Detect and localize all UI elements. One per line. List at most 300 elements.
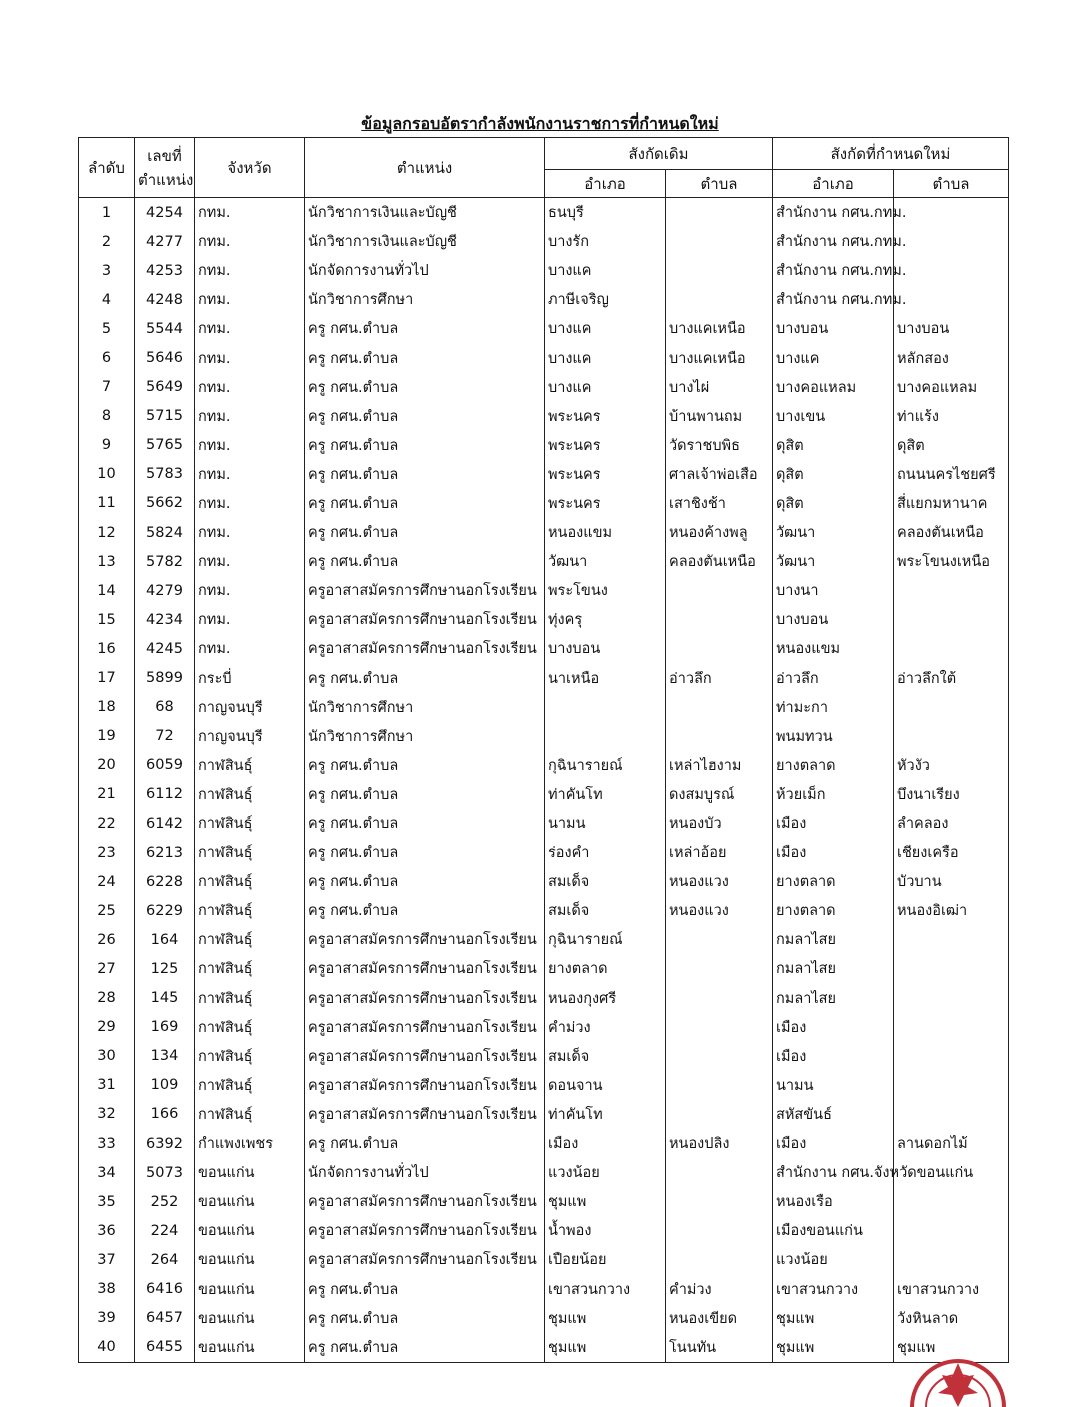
table-row: [79, 1129, 1009, 1158]
original-subdistrict-cell: ศาลเจ้าพ่อเสือ: [666, 460, 773, 489]
position-title-cell: ครูอาสาสมัครการศึกษานอกโรงเรียน: [305, 1187, 545, 1216]
new-district-cell: เมืองขอนแก่น: [773, 1216, 894, 1245]
new-subdistrict-cell: บางคอแหลม: [894, 373, 1009, 402]
province-cell: ขอนแก่น: [195, 1245, 305, 1274]
original-subdistrict-cell: [666, 925, 773, 954]
position-title-cell: ครู กศน.ตำบล: [305, 1304, 545, 1333]
row-number: 14: [79, 576, 135, 605]
table-row: [79, 460, 1009, 489]
position-number: 5715: [135, 402, 195, 431]
new-subdistrict-cell: เชียงเครือ: [894, 838, 1009, 867]
original-subdistrict-cell: โนนทัน: [666, 1333, 773, 1363]
province-cell: กทม.: [195, 605, 305, 634]
position-number: 6457: [135, 1304, 195, 1333]
province-cell: กาฬสินธุ์: [195, 1013, 305, 1042]
new-district-cell: ชุมแพ: [773, 1304, 894, 1333]
table-row: [79, 1187, 1009, 1216]
position-title-cell: ครู กศน.ตำบล: [305, 838, 545, 867]
original-subdistrict-cell: [666, 256, 773, 285]
position-title-cell: ครู กศน.ตำบล: [305, 867, 545, 896]
table-row: [79, 1333, 1009, 1363]
row-number: 12: [79, 518, 135, 547]
original-district-cell: ภาษีเจริญ: [545, 285, 666, 314]
original-subdistrict-cell: หนองแวง: [666, 867, 773, 896]
original-district-cell: บางรัก: [545, 227, 666, 256]
new-subdistrict-cell: ลานดอกไม้: [894, 1129, 1009, 1158]
original-subdistrict-cell: หนองเขียด: [666, 1304, 773, 1333]
position-title-cell: ครูอาสาสมัครการศึกษานอกโรงเรียน: [305, 925, 545, 954]
table-row: [79, 576, 1009, 605]
province-cell: กทม.: [195, 227, 305, 256]
table-row: [79, 431, 1009, 460]
new-district-cell: บางนา: [773, 576, 894, 605]
original-district-cell: หนองกุงศรี: [545, 984, 666, 1013]
row-number: 40: [79, 1333, 135, 1363]
row-number: 2: [79, 227, 135, 256]
province-cell: กทม.: [195, 256, 305, 285]
position-title-cell: นักจัดการงานทั่วไป: [305, 256, 545, 285]
position-number: 164: [135, 925, 195, 954]
position-number: 5544: [135, 314, 195, 343]
province-cell: ขอนแก่น: [195, 1304, 305, 1333]
position-number: 224: [135, 1216, 195, 1245]
original-district-cell: พระนคร: [545, 431, 666, 460]
province-cell: กทม.: [195, 634, 305, 663]
new-district-cell: สำนักงาน กศน.กทม.: [773, 256, 894, 285]
new-subdistrict-cell: หนองอิเฒ่า: [894, 896, 1009, 925]
original-subdistrict-cell: เหล่าอ้อย: [666, 838, 773, 867]
table-row: [79, 751, 1009, 780]
original-subdistrict-cell: อ่าวลึก: [666, 664, 773, 693]
new-subdistrict-cell: สี่แยกมหานาค: [894, 489, 1009, 518]
page-title: ข้อมูลกรอบอัตรากำลังพนักงานราชการที่กำหนดใหม่: [361, 114, 719, 133]
table-row: [79, 227, 1009, 256]
new-district-cell: สำนักงาน กศน.กทม.: [773, 227, 894, 256]
position-title-cell: ครูอาสาสมัครการศึกษานอกโรงเรียน: [305, 576, 545, 605]
table-row: [79, 373, 1009, 402]
new-subdistrict-cell: อ่าวลึกใต้: [894, 664, 1009, 693]
original-district-cell: พระนคร: [545, 402, 666, 431]
province-cell: ขอนแก่น: [195, 1216, 305, 1245]
position-title-cell: ครู กศน.ตำบล: [305, 751, 545, 780]
position-number: 6392: [135, 1129, 195, 1158]
original-subdistrict-cell: บ้านพานถม: [666, 402, 773, 431]
new-subdistrict-cell: [894, 1042, 1009, 1071]
original-district-cell: ท่าคันโท: [545, 1100, 666, 1129]
position-number: 145: [135, 984, 195, 1013]
province-cell: กทม.: [195, 343, 305, 372]
original-district-cell: สมเด็จ: [545, 867, 666, 896]
original-district-cell: พระนคร: [545, 489, 666, 518]
header-new-subdistrict: ตำบล: [894, 170, 1009, 198]
province-cell: กำแพงเพชร: [195, 1129, 305, 1158]
new-district-cell: ดุสิต: [773, 489, 894, 518]
original-subdistrict-cell: [666, 576, 773, 605]
new-district-cell: กมลาไสย: [773, 954, 894, 983]
new-subdistrict-cell: [894, 1187, 1009, 1216]
new-district-cell: ดุสิต: [773, 460, 894, 489]
original-subdistrict-cell: [666, 1100, 773, 1129]
original-district-cell: ชุมแพ: [545, 1333, 666, 1363]
position-number: 5899: [135, 664, 195, 693]
new-district-cell: สำนักงาน กศน.จังหวัดขอนแก่น: [773, 1158, 894, 1187]
new-subdistrict-cell: [894, 1245, 1009, 1274]
original-district-cell: หนองแขม: [545, 518, 666, 547]
new-district-cell: อ่าวลึก: [773, 664, 894, 693]
new-subdistrict-cell: [894, 198, 1009, 228]
position-number: 264: [135, 1245, 195, 1274]
province-cell: กทม.: [195, 576, 305, 605]
original-subdistrict-cell: [666, 1216, 773, 1245]
table-row: [79, 402, 1009, 431]
table-row: [79, 285, 1009, 314]
position-number: 4248: [135, 285, 195, 314]
original-subdistrict-cell: [666, 1245, 773, 1274]
original-subdistrict-cell: [666, 227, 773, 256]
new-subdistrict-cell: ถนนนครไชยศรี: [894, 460, 1009, 489]
new-district-cell: ยางตลาด: [773, 867, 894, 896]
row-number: 20: [79, 751, 135, 780]
row-number: 30: [79, 1042, 135, 1071]
original-subdistrict-cell: [666, 984, 773, 1013]
original-subdistrict-cell: [666, 198, 773, 228]
position-title-cell: ครูอาสาสมัครการศึกษานอกโรงเรียน: [305, 1042, 545, 1071]
original-district-cell: เปือยน้อย: [545, 1245, 666, 1274]
row-number: 19: [79, 722, 135, 751]
original-district-cell: สมเด็จ: [545, 896, 666, 925]
table-row: [79, 925, 1009, 954]
province-cell: กทม.: [195, 547, 305, 576]
position-number: 5783: [135, 460, 195, 489]
position-title-cell: ครู กศน.ตำบล: [305, 1333, 545, 1363]
row-number: 10: [79, 460, 135, 489]
new-district-cell: แวงน้อย: [773, 1245, 894, 1274]
row-number: 22: [79, 809, 135, 838]
position-title-cell: นักวิชาการศึกษา: [305, 693, 545, 722]
row-number: 31: [79, 1071, 135, 1100]
position-number: 5646: [135, 343, 195, 372]
province-cell: ขอนแก่น: [195, 1333, 305, 1363]
table-row: [79, 722, 1009, 751]
original-district-cell: วัฒนา: [545, 547, 666, 576]
new-district-cell: ยางตลาด: [773, 896, 894, 925]
original-district-cell: พระโขนง: [545, 576, 666, 605]
original-district-cell: ท่าคันโท: [545, 780, 666, 809]
province-cell: กทม.: [195, 373, 305, 402]
row-number: 35: [79, 1187, 135, 1216]
row-number: 37: [79, 1245, 135, 1274]
row-number: 8: [79, 402, 135, 431]
table-row: [79, 489, 1009, 518]
row-number: 27: [79, 954, 135, 983]
table-row: [79, 343, 1009, 372]
position-title-cell: ครูอาสาสมัครการศึกษานอกโรงเรียน: [305, 1071, 545, 1100]
header-no: ลำดับ: [79, 138, 135, 198]
position-number: 109: [135, 1071, 195, 1100]
new-subdistrict-cell: [894, 1013, 1009, 1042]
table-row: [79, 1013, 1009, 1042]
new-subdistrict-cell: [894, 722, 1009, 751]
new-district-cell: หนองเรือ: [773, 1187, 894, 1216]
position-number: 5073: [135, 1158, 195, 1187]
original-district-cell: ร่องคำ: [545, 838, 666, 867]
table-row: [79, 1042, 1009, 1071]
position-number: 134: [135, 1042, 195, 1071]
original-subdistrict-cell: เสาชิงช้า: [666, 489, 773, 518]
province-cell: ขอนแก่น: [195, 1187, 305, 1216]
table-row: [79, 547, 1009, 576]
new-subdistrict-cell: [894, 954, 1009, 983]
position-title-cell: นักจัดการงานทั่วไป: [305, 1158, 545, 1187]
position-number: 252: [135, 1187, 195, 1216]
original-district-cell: ธนบุรี: [545, 198, 666, 228]
position-number: 6059: [135, 751, 195, 780]
row-number: 28: [79, 984, 135, 1013]
original-subdistrict-cell: บางแคเหนือ: [666, 314, 773, 343]
new-district-cell: สำนักงาน กศน.กทม.: [773, 285, 894, 314]
row-number: 13: [79, 547, 135, 576]
new-district-cell: ดุสิต: [773, 431, 894, 460]
position-number: 4245: [135, 634, 195, 663]
original-district-cell: นามน: [545, 809, 666, 838]
position-title-cell: ครู กศน.ตำบล: [305, 1129, 545, 1158]
table-row: [79, 518, 1009, 547]
position-title-cell: ครู กศน.ตำบล: [305, 1274, 545, 1303]
new-subdistrict-cell: [894, 984, 1009, 1013]
table-row: [79, 1158, 1009, 1187]
original-subdistrict-cell: [666, 285, 773, 314]
table-row: [79, 314, 1009, 343]
position-title-cell: ครู กศน.ตำบล: [305, 664, 545, 693]
position-number: 4279: [135, 576, 195, 605]
positions-table: [78, 137, 1009, 1363]
position-number: 5662: [135, 489, 195, 518]
position-title-cell: นักวิชาการเงินและบัญชี: [305, 227, 545, 256]
province-cell: กระบี่: [195, 664, 305, 693]
position-title-cell: นักวิชาการศึกษา: [305, 285, 545, 314]
new-subdistrict-cell: [894, 285, 1009, 314]
original-subdistrict-cell: [666, 634, 773, 663]
original-district-cell: ดอนจาน: [545, 1071, 666, 1100]
table-row: [79, 867, 1009, 896]
province-cell: กทม.: [195, 489, 305, 518]
new-district-cell: ท่ามะกา: [773, 693, 894, 722]
province-cell: กาฬสินธุ์: [195, 867, 305, 896]
new-district-cell: สำนักงาน กศน.กทม.: [773, 198, 894, 228]
table-row: [79, 1274, 1009, 1303]
position-title-cell: ครู กศน.ตำบล: [305, 402, 545, 431]
position-number: 6142: [135, 809, 195, 838]
position-title-cell: นักวิชาการเงินและบัญชี: [305, 198, 545, 228]
original-district-cell: ยางตลาด: [545, 954, 666, 983]
province-cell: กาฬสินธุ์: [195, 1071, 305, 1100]
official-seal-stamp: [904, 1337, 1008, 1407]
position-title-cell: ครูอาสาสมัครการศึกษานอกโรงเรียน: [305, 1245, 545, 1274]
new-subdistrict-cell: บึงนาเรียง: [894, 780, 1009, 809]
new-subdistrict-cell: วังหินลาด: [894, 1304, 1009, 1333]
position-number: 4254: [135, 198, 195, 228]
position-number: 4234: [135, 605, 195, 634]
position-title-cell: ครูอาสาสมัครการศึกษานอกโรงเรียน: [305, 1216, 545, 1245]
new-subdistrict-cell: เขาสวนกวาง: [894, 1274, 1009, 1303]
header-original-subdistrict: ตำบล: [666, 170, 773, 198]
table-row: [79, 1304, 1009, 1333]
new-subdistrict-cell: หลักสอง: [894, 343, 1009, 372]
header-position: ตำแหน่ง: [305, 138, 545, 198]
province-cell: กทม.: [195, 198, 305, 228]
new-subdistrict-cell: ท่าแร้ง: [894, 402, 1009, 431]
new-district-cell: วัฒนา: [773, 518, 894, 547]
new-district-cell: ชุมแพ: [773, 1333, 894, 1363]
position-title-cell: ครู กศน.ตำบล: [305, 373, 545, 402]
row-number: 23: [79, 838, 135, 867]
position-title-cell: ครู กศน.ตำบล: [305, 780, 545, 809]
original-district-cell: บางบอน: [545, 634, 666, 663]
position-number: 6455: [135, 1333, 195, 1363]
new-subdistrict-cell: [894, 576, 1009, 605]
original-subdistrict-cell: [666, 693, 773, 722]
original-district-cell: บางแค: [545, 256, 666, 285]
original-subdistrict-cell: บางแคเหนือ: [666, 343, 773, 372]
header-original-affiliation: สังกัดเดิม: [545, 138, 773, 170]
position-title-cell: ครูอาสาสมัครการศึกษานอกโรงเรียน: [305, 605, 545, 634]
original-subdistrict-cell: หนองปลิง: [666, 1129, 773, 1158]
province-cell: กาฬสินธุ์: [195, 780, 305, 809]
position-title-cell: ครู กศน.ตำบล: [305, 431, 545, 460]
header-original-district: อำเภอ: [545, 170, 666, 198]
original-subdistrict-cell: คลองตันเหนือ: [666, 547, 773, 576]
original-district-cell: ทุ่งครุ: [545, 605, 666, 634]
table-row: [79, 198, 1009, 228]
original-subdistrict-cell: ดงสมบูรณ์: [666, 780, 773, 809]
province-cell: กาฬสินธุ์: [195, 838, 305, 867]
row-number: 15: [79, 605, 135, 634]
position-title-cell: ครูอาสาสมัครการศึกษานอกโรงเรียน: [305, 634, 545, 663]
row-number: 32: [79, 1100, 135, 1129]
position-number: 4277: [135, 227, 195, 256]
row-number: 6: [79, 343, 135, 372]
table-row: [79, 664, 1009, 693]
table-row: [79, 1245, 1009, 1274]
original-subdistrict-cell: [666, 1187, 773, 1216]
original-subdistrict-cell: คำม่วง: [666, 1274, 773, 1303]
row-number: 7: [79, 373, 135, 402]
position-title-cell: ครู กศน.ตำบล: [305, 343, 545, 372]
position-title-cell: ครูอาสาสมัครการศึกษานอกโรงเรียน: [305, 1013, 545, 1042]
province-cell: ขอนแก่น: [195, 1158, 305, 1187]
new-subdistrict-cell: [894, 227, 1009, 256]
new-district-cell: สหัสขันธ์: [773, 1100, 894, 1129]
new-subdistrict-cell: ดุสิต: [894, 431, 1009, 460]
row-number: 39: [79, 1304, 135, 1333]
new-district-cell: เมือง: [773, 1042, 894, 1071]
province-cell: กทม.: [195, 402, 305, 431]
table-row: [79, 693, 1009, 722]
table-row: [79, 1216, 1009, 1245]
new-subdistrict-cell: [894, 925, 1009, 954]
original-subdistrict-cell: หนองแวง: [666, 896, 773, 925]
table-row: [79, 256, 1009, 285]
position-number: 6112: [135, 780, 195, 809]
new-subdistrict-cell: [894, 1216, 1009, 1245]
table-row: [79, 1100, 1009, 1129]
new-subdistrict-cell: [894, 693, 1009, 722]
header-position-no: เลขที่ ตำแหน่ง: [135, 138, 195, 198]
province-cell: กาฬสินธุ์: [195, 809, 305, 838]
province-cell: กาญจนบุรี: [195, 693, 305, 722]
new-district-cell: นามน: [773, 1071, 894, 1100]
original-district-cell: แวงน้อย: [545, 1158, 666, 1187]
position-title-cell: ครู กศน.ตำบล: [305, 489, 545, 518]
new-district-cell: หนองแขม: [773, 634, 894, 663]
table-row: [79, 809, 1009, 838]
position-title-cell: ครู กศน.ตำบล: [305, 809, 545, 838]
row-number: 24: [79, 867, 135, 896]
position-number: 5782: [135, 547, 195, 576]
original-subdistrict-cell: [666, 954, 773, 983]
new-district-cell: กมลาไสย: [773, 925, 894, 954]
position-title-cell: ครูอาสาสมัครการศึกษานอกโรงเรียน: [305, 1100, 545, 1129]
new-district-cell: กมลาไสย: [773, 984, 894, 1013]
province-cell: กาฬสินธุ์: [195, 896, 305, 925]
row-number: 3: [79, 256, 135, 285]
new-district-cell: ห้วยเม็ก: [773, 780, 894, 809]
table-row: [79, 780, 1009, 809]
original-district-cell: สมเด็จ: [545, 1042, 666, 1071]
new-district-cell: พนมทวน: [773, 722, 894, 751]
original-district-cell: [545, 693, 666, 722]
original-subdistrict-cell: [666, 1042, 773, 1071]
new-subdistrict-cell: หัวงัว: [894, 751, 1009, 780]
province-cell: กทม.: [195, 314, 305, 343]
position-title-cell: ครู กศน.ตำบล: [305, 460, 545, 489]
province-cell: กาฬสินธุ์: [195, 1100, 305, 1129]
original-subdistrict-cell: บางไผ่: [666, 373, 773, 402]
province-cell: กาฬสินธุ์: [195, 984, 305, 1013]
header-new-affiliation: สังกัดที่กำหนดใหม่: [773, 138, 1009, 170]
row-number: 18: [79, 693, 135, 722]
original-district-cell: น้ำพอง: [545, 1216, 666, 1245]
table-row: [79, 634, 1009, 663]
position-number: 169: [135, 1013, 195, 1042]
header-province: จังหวัด: [195, 138, 305, 198]
position-title-cell: ครูอาสาสมัครการศึกษานอกโรงเรียน: [305, 984, 545, 1013]
row-number: 5: [79, 314, 135, 343]
position-number: 5824: [135, 518, 195, 547]
position-number: 166: [135, 1100, 195, 1129]
province-cell: กาฬสินธุ์: [195, 1042, 305, 1071]
new-district-cell: ยางตลาด: [773, 751, 894, 780]
position-number: 72: [135, 722, 195, 751]
province-cell: กาฬสินธุ์: [195, 925, 305, 954]
original-district-cell: [545, 722, 666, 751]
position-number: 4253: [135, 256, 195, 285]
original-district-cell: กุฉินารายณ์: [545, 925, 666, 954]
new-subdistrict-cell: [894, 256, 1009, 285]
province-cell: กทม.: [195, 518, 305, 547]
original-district-cell: พระนคร: [545, 460, 666, 489]
original-district-cell: เขาสวนกวาง: [545, 1274, 666, 1303]
new-district-cell: บางคอแหลม: [773, 373, 894, 402]
new-district-cell: วัฒนา: [773, 547, 894, 576]
position-number: 6416: [135, 1274, 195, 1303]
new-district-cell: บางบอน: [773, 314, 894, 343]
table-row: [79, 1071, 1009, 1100]
position-number: 6213: [135, 838, 195, 867]
row-number: 36: [79, 1216, 135, 1245]
original-subdistrict-cell: [666, 1013, 773, 1042]
row-number: 4: [79, 285, 135, 314]
